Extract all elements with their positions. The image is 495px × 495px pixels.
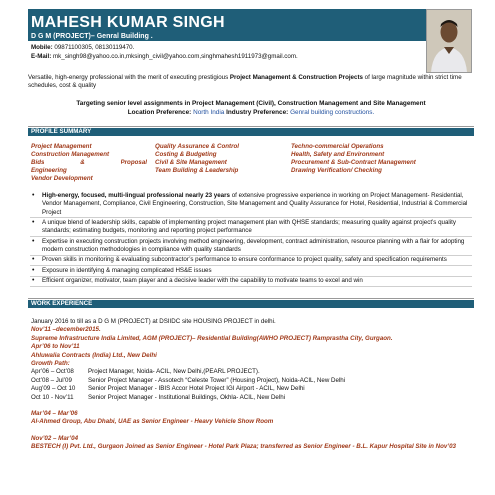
section-divider <box>28 298 474 299</box>
preference-line <box>28 109 474 118</box>
resume-header <box>28 9 474 71</box>
job-period: Nov’11 –december2015. <box>31 326 101 334</box>
work-experience-list <box>31 318 471 452</box>
growth-period: Apr’06 – Oct’08 <box>31 368 74 376</box>
mobile-line <box>31 44 298 53</box>
summary-bold-text: Project Management & Construction Projects <box>229 74 363 81</box>
job-company: Ahluwalia Contracts (India) Ltd., New Delhi <box>31 351 157 359</box>
bullet-text: Efficient organizer, motivator, team player and a decisive leader with the capability to motivate teams to excel and win <box>42 277 363 285</box>
skill-item: Health, Safety and Environment <box>291 150 385 158</box>
skill-item-bids <box>31 159 147 167</box>
skill-item: Quality Assurance & Control <box>155 143 240 150</box>
skill-item: Procurement & Sub-Contract Management <box>291 158 416 166</box>
bullet-item <box>30 256 472 266</box>
profile-summary-heading: PROFILE SUMMARY <box>28 128 474 136</box>
skills-grid <box>31 143 471 183</box>
growth-path-label: Growth Path: <box>31 360 70 368</box>
growth-row <box>31 394 471 402</box>
industry-value: Genral building constructions. <box>290 108 375 116</box>
summary-text: Versatile, high-energy professional with the merit of executing prestigious <box>28 74 230 81</box>
bullet-text: of extensive progressive experience in working on Project Management- Residential, Vendor Management, Compliance, Civil Engineering, Construction, Site Management and Quality Assurance for Hotel, Residential, Industrial & Commercial Project <box>42 192 468 216</box>
bullet-item <box>30 277 472 287</box>
bullet-text: Proven skills in monitoring & evaluating subcontractor’s performance to ensure conformance to project quality, safety and specification requirements <box>42 256 447 264</box>
mobile-label: Mobile: <box>31 44 53 51</box>
summary-paragraph <box>28 74 474 91</box>
skill-item: Team Building & Leadership <box>155 166 239 174</box>
bullet-text: Expertise in executing construction projects involving method engineering, development, contract administration, resource planning with a flair for adopting modern construction methodologies in compliance with quality standards <box>42 237 465 253</box>
growth-period: Oct 10 - Nov’11 <box>31 393 74 401</box>
skill-item: Construction Management <box>31 150 110 158</box>
growth-row <box>31 377 471 385</box>
section-divider <box>28 126 474 127</box>
growth-row <box>31 368 471 376</box>
bullet-bold: High-energy, focused, multi-lingual professional nearly 23 years <box>42 192 230 199</box>
skill-item: Civil & Site Management <box>155 158 227 166</box>
skill-word: Proposal <box>120 158 147 166</box>
candidate-name: MAHESH KUMAR SINGH <box>31 14 225 31</box>
bullet-text: Exposure in identifying & managing complicated HS&E issues <box>42 266 212 274</box>
contact-block <box>31 44 298 61</box>
skill-item: Vendor Development <box>31 174 93 182</box>
bullet-item <box>30 192 472 218</box>
skill-item: Project Management <box>31 143 92 150</box>
skill-item: Costing & Budgeting <box>155 150 217 158</box>
industry-label: Industry Preference: <box>224 108 291 116</box>
current-role: January 2016 to till as a D G M (PROJECT) at DSIIDC site HOUSING PROJECT in delhi. <box>31 318 276 325</box>
person-photo-icon <box>427 10 471 72</box>
skill-word: & <box>80 158 85 166</box>
work-experience-heading: WORK EXPERIENCE <box>28 300 474 308</box>
growth-desc: Senior Project Manager - IBIS Accor Hotel Project IGI Airport - ACIL, New Delhi <box>88 385 305 393</box>
profile-photo <box>426 9 472 73</box>
skill-item: Techno-commercial Operations <box>291 143 384 150</box>
location-value: North India <box>193 108 225 116</box>
job-company: Supreme Infrastructure India Limited, AGM (PROJECT)– Residential Building(AWHO PROJECT) Ramprastha City, Gurgaon. <box>31 334 393 342</box>
growth-desc: Project Manager, Noida- ACIL, New Delhi,(PEARL PROJECT). <box>88 368 260 376</box>
mobile-value: 09871100305, 08130119470. <box>52 44 135 51</box>
skill-item: Drawing Verification/ Checking <box>291 166 382 174</box>
growth-period: Aug’09 – Oct 10 <box>31 385 76 393</box>
growth-desc: Senior Project Manager - Assotech “Celeste Tower” (Housing Project), Noida-ACIL, New Delhi <box>88 376 346 384</box>
bullet-item <box>30 238 472 256</box>
bullet-item <box>30 219 472 237</box>
job-company: BESTECH (I) Pvt. Ltd., Gurgaon Joined as Senior Engineer - Hotel Park Plaza; transferred as Senior Engineer - B.L. Kapur Hospital Site in Nov’03 <box>31 443 456 451</box>
location-label: Location Preference: <box>127 108 194 116</box>
bullet-item <box>30 267 472 277</box>
skill-item: Engineering <box>31 166 67 174</box>
target-line: Targeting senior level assignments in Project Management (Civil), Construction Management and Site Management <box>76 100 426 107</box>
job-period: Nov’02 – Mar’04 <box>31 434 79 442</box>
email-value[interactable]: mk_singh98@yahoo.co.in,mksingh_civil@yahoo.com,singhmahesh1911973@gmail.com. <box>51 52 298 60</box>
target-block <box>28 100 474 117</box>
job-period: Mar’04 – Mar’06 <box>31 410 78 418</box>
job-period: Apr’06 to Nov’11 <box>31 343 80 351</box>
bullet-text: A unique blend of leadership skills, capable of implementing project management plan with QHSE standards; measuring quality against project’s quality standards; estimating budgets, monitoring and reporting project performance <box>42 218 456 235</box>
growth-desc: Senior Project Manager - Institutional Buildings, Okhla- ACIL, New Delhi <box>88 393 286 401</box>
growth-row <box>31 385 471 393</box>
header-band <box>28 9 428 41</box>
growth-period: Oct’08 – Jul’09 <box>31 376 72 384</box>
profile-bullets <box>30 192 472 288</box>
summary-text-end: of large magnitude within strict time schedules, cost & quality <box>28 74 462 90</box>
job-company: Al-Ahmed Group, Abu Dhabi, UAE as Senior Engineer - Heavy Vehicle Show Room <box>31 418 274 426</box>
email-line <box>31 53 298 62</box>
email-label: E-Mail: <box>31 52 52 60</box>
skill-word: Bids <box>31 158 45 166</box>
candidate-designation: D G M (PROJECT)– Genral Building . <box>31 33 153 40</box>
